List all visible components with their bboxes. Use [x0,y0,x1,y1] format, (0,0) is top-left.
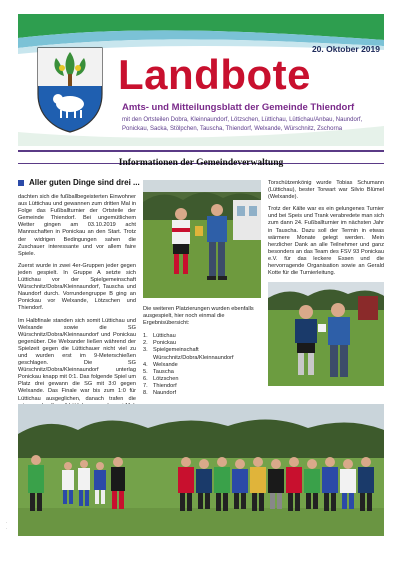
article-paragraph: Im Halbfinale standen sich somit Lüttichau und Welxande sowie die SG Würschnitz/Dobra/Kleinnaundorf und Ponickau gegenüber. Die Welxander ließen während der Spielzeit gegen die Lüttichauer nicht viel zu und wurden erst im 9-Meterschießen geschlagen. Die SG Würschnitz/Dobra/Kleinnaundorf unterlag Ponickau knapp mit 0:1. Das folgende Spiel um Platz drei gewann die SG mit 3:0 gegen Welxande. Das Finale war bis zum 1:0 für Lüttichau ausgeglichen, danach trafen die [18,317,136,402]
photo-trophy-handover [143,180,261,298]
ranking-list [143,333,261,397]
article-paragraph: dachten sich die fußballbegeisterten Einwohner aus Lüttichau und gewannen zum dritten Mal in Folge das Fußballturnier der Ortsteile der Gemeinde Thiendorf. Bei ungemütlichem Wetter gingen am 03.10.2019 acht Mannschaften in Ponickau an den Start. Trotz der widrigen Bedingungen sahen die Zuschauer interessante und vor allem faire Spiele. [18,194,136,257]
article-title: Aller guten Dinge sind drei ... [29,178,140,187]
publication-subtitle: Amts- und Mitteilungsblatt der Gemeinde Thiendorf [122,102,355,113]
list-item: 2. Ponickau [143,340,177,347]
list-item: 4. Welxande [143,361,178,368]
article-paragraph: Torschützenkönig wurde Tobias Schumann (Lüttichau), bester Torwart war Silvio Blümel (Welxande). [268,180,384,201]
article-column-3 [268,180,384,282]
photo-teams-group [18,404,384,536]
ranking-intro: Die weiteren Platzierungen wurden ebenfalls ausgespielt, hier noch einmal die Ergebnisübersicht: [143,306,254,327]
list-item: 3. Spielgemeinschaft Würschnitz/Dobra/Kleinnaundorf [143,347,234,361]
list-item: 5. Tauscha [143,368,174,375]
section-heading-bar [18,150,384,168]
list-item: 1. Lüttichau [143,333,176,340]
publication-title: Landbote [118,51,311,98]
photo-best-goalkeeper [268,282,384,386]
section-title: Informationen der Gemeindeverwaltung [118,158,284,168]
list-item: 7. Thiendorf [143,382,177,389]
list-item: 8. Naundorf [143,390,177,397]
municipal-coat-of-arms [34,44,106,134]
district-list: mit den Ortsteilen Dobra, Kleinnaundorf, Lötzschen, Lüttichau, Lüttichau/Anbau, Naundorf, Ponickau, Sacka, Stölpchen, Tauscha, Thiendorf, Welxande, Würschnitz, Zschorna [122,117,363,132]
article-paragraph: Trotz der Kälte war es ein gelungenes Turnier und bei Speis und Trank verabredete man sich zum dann 24. Fußballturnier im nächsten Jahr in Tauscha. Dazu soll der Termin in etwas wärmere Monate gelegt werden. Mein herzlicher Dank an alle Teilnehmer und ganz besonders an das Team des FSV 93 Ponickau e.V. für das leckere Essen und die hervorragende Organisation sowie an Gerald Kotte für die Turnierleitung. [268,206,384,277]
list-item: 6. Lötzschen [143,375,179,382]
article-column-2 [143,306,261,397]
bullet-square-icon [18,180,24,186]
article-column-1 [18,194,136,429]
article-heading [18,178,140,187]
masthead [18,14,384,146]
article-paragraph: Zuerst wurde in zwei 4er-Gruppen jeder gegen jeden gespielt. In Gruppe A setzte sich Lüttichau vor der Spielgemeinschaft Würschnitz/Dobra/Kleinnaundorf, Tauscha und Naundorf durch. Vorrundengruppe B ging an Ponickau vor Welxande, Lötzschen und Thiendorf. [18,262,136,312]
issue-date: 20. Oktober 2019 [311,44,380,54]
margin-mark: · · [6,520,8,531]
